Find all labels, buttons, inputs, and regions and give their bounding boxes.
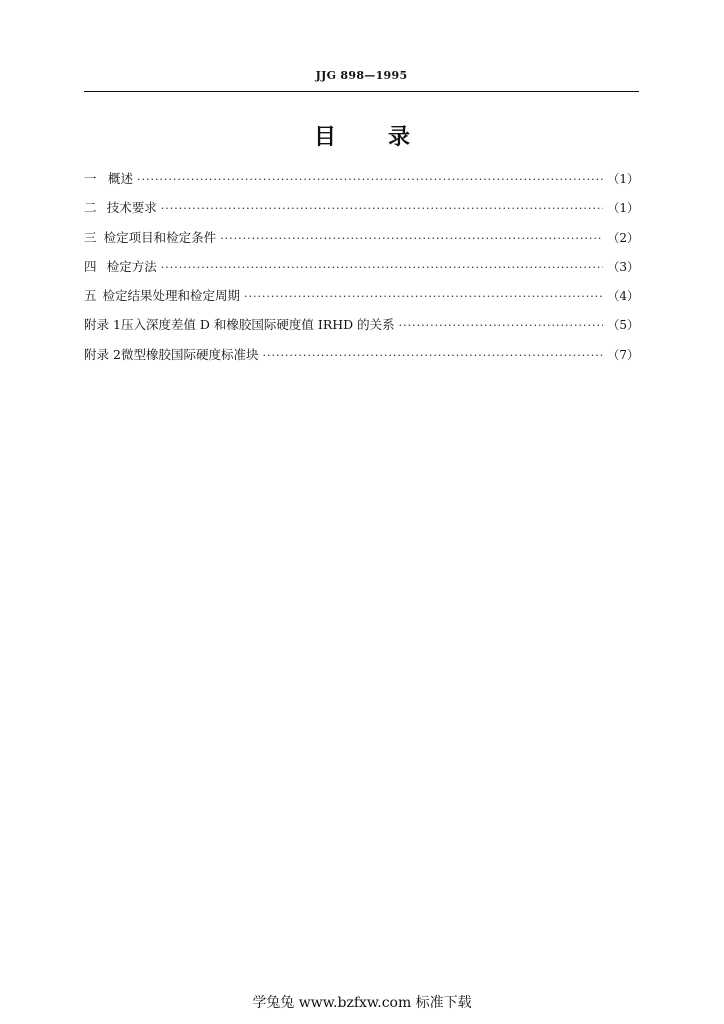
toc-leader-dots bbox=[399, 319, 604, 332]
toc-entry-page: （4） bbox=[607, 289, 639, 304]
toc-entry-label: 检定结果处理和检定周期 bbox=[102, 288, 240, 304]
header-rule bbox=[84, 91, 639, 92]
toc-entry-page: （7） bbox=[607, 347, 639, 362]
toc-leader-dots bbox=[161, 261, 604, 274]
toc-leader-dots bbox=[244, 290, 603, 303]
toc-entry-label: 技术要求 bbox=[106, 200, 157, 216]
toc-entry-page: （1） bbox=[607, 201, 639, 216]
toc-leader-dots bbox=[220, 232, 603, 245]
toc-entry-number: 三 bbox=[84, 229, 97, 245]
toc-entry[interactable] bbox=[84, 257, 639, 286]
toc-entry-number: 四 bbox=[84, 258, 97, 274]
toc-entry-number: 一 bbox=[84, 171, 97, 186]
toc-entry-label: 检定项目和检定条件 bbox=[103, 229, 217, 245]
toc-entry-label: 压入深度差值 D 和橡胶国际硬度值 IRHD 的关系 bbox=[120, 317, 395, 333]
toc-entry[interactable] bbox=[84, 228, 639, 257]
toc-entry-label: 微型橡胶国际硬度标准块 bbox=[120, 346, 259, 362]
toc-leader-dots bbox=[262, 349, 603, 362]
toc-entry-number: 附录 2 bbox=[84, 346, 121, 362]
title-char-2: 录 bbox=[388, 124, 411, 150]
toc-entry-page: （1） bbox=[607, 172, 639, 186]
toc-entry[interactable] bbox=[84, 345, 639, 374]
toc-leader-dots bbox=[161, 202, 604, 215]
toc-entry-number: 五 bbox=[84, 288, 97, 304]
title-char-1: 目 bbox=[313, 124, 336, 150]
toc-entry[interactable] bbox=[84, 169, 639, 198]
page-title bbox=[0, 120, 724, 151]
toc-entry[interactable] bbox=[84, 198, 639, 227]
toc-entry-number: 二 bbox=[84, 200, 97, 216]
toc-entry-label: 概述 bbox=[107, 171, 133, 186]
toc-entry-number: 附录 1 bbox=[84, 317, 121, 333]
table-of-contents bbox=[84, 169, 639, 374]
toc-entry-page: （3） bbox=[607, 259, 639, 274]
standard-code-header: JJG 898—1995 bbox=[315, 69, 408, 82]
toc-entry[interactable] bbox=[84, 315, 639, 344]
toc-entry-page: （5） bbox=[607, 318, 639, 333]
toc-entry-label: 检定方法 bbox=[106, 258, 157, 274]
toc-entry-page: （2） bbox=[607, 230, 639, 245]
toc-entry[interactable] bbox=[84, 286, 639, 315]
watermark-footer: 学兔兔 www.bzfxw.com 标准下载 bbox=[252, 995, 472, 1011]
toc-leader-dots bbox=[137, 173, 603, 186]
